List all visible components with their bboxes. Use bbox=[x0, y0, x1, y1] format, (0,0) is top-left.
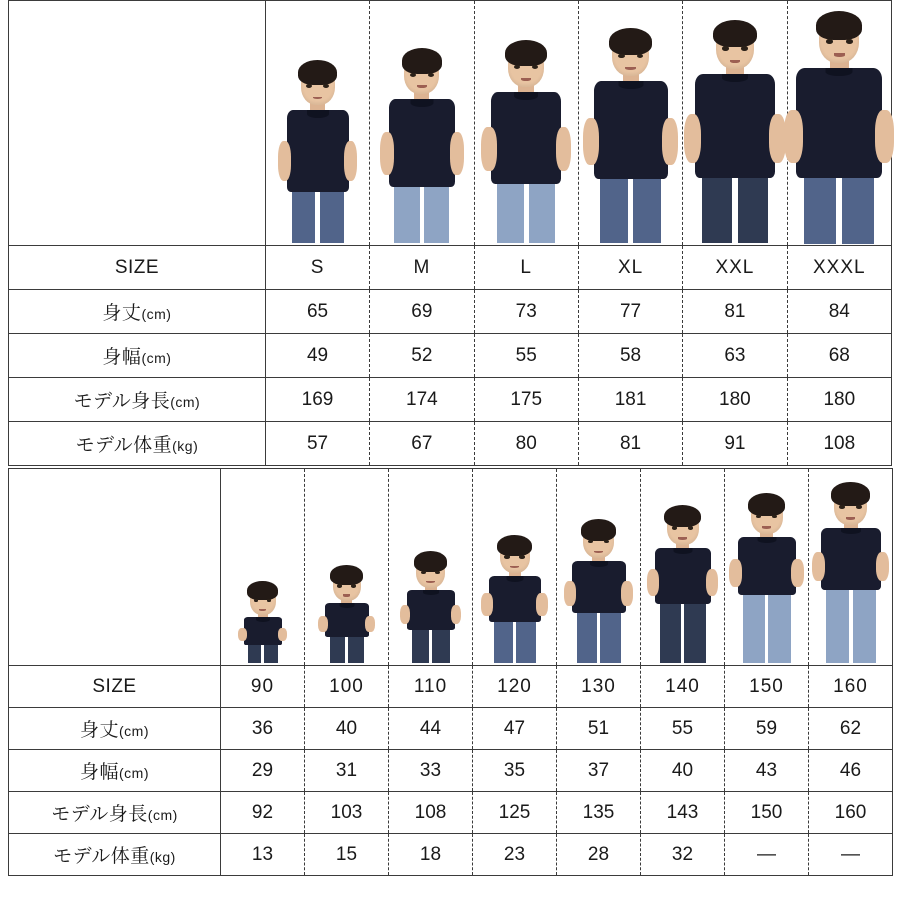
kids-body-width-150: 43 bbox=[725, 750, 809, 792]
arm-left bbox=[729, 559, 742, 587]
person-figure bbox=[486, 45, 566, 245]
model-illustration-l bbox=[475, 1, 578, 245]
adult-figure-xxxl bbox=[787, 1, 891, 246]
mouth bbox=[762, 526, 771, 529]
collar bbox=[618, 81, 643, 89]
tshirt bbox=[389, 99, 455, 187]
eyes bbox=[337, 584, 356, 587]
adult-model-height-xl: 181 bbox=[578, 378, 682, 422]
head bbox=[301, 65, 335, 105]
mouth bbox=[313, 97, 323, 100]
adult-model-height-xxl: 180 bbox=[683, 378, 787, 422]
kids-model-height-120: 125 bbox=[473, 792, 557, 834]
arm-left bbox=[564, 581, 576, 606]
mouth bbox=[846, 517, 855, 520]
tshirt bbox=[491, 92, 561, 184]
mouth bbox=[417, 85, 427, 88]
kids-body-width-120: 35 bbox=[473, 750, 557, 792]
model-illustration-160 bbox=[809, 469, 892, 665]
kids-model-height-90: 92 bbox=[221, 792, 305, 834]
kids-body-width-110: 33 bbox=[389, 750, 473, 792]
kids-body-width-label bbox=[9, 750, 221, 792]
adult-figure-xl bbox=[578, 1, 682, 246]
adult-model-height-label bbox=[9, 378, 266, 422]
adult-model-weight-xxl: 91 bbox=[683, 422, 787, 466]
mouth bbox=[594, 551, 603, 553]
tshirt bbox=[695, 74, 775, 178]
head bbox=[819, 17, 859, 63]
hair bbox=[402, 48, 443, 73]
legs bbox=[600, 179, 661, 243]
adult-body-length-text: 身丈 bbox=[102, 303, 142, 324]
legs bbox=[412, 630, 450, 663]
model-illustration-xxxl bbox=[788, 1, 891, 245]
legs bbox=[497, 184, 555, 243]
adult-model-weight-row bbox=[9, 422, 892, 466]
legs bbox=[248, 645, 278, 663]
collar bbox=[256, 617, 270, 622]
tshirt bbox=[738, 537, 796, 595]
hair bbox=[330, 565, 362, 585]
adult-body-width-xl: 58 bbox=[578, 334, 682, 378]
mouth bbox=[625, 67, 635, 70]
adult-body-length-xxl: 81 bbox=[683, 290, 787, 334]
adult-body-length-xl: 77 bbox=[578, 290, 682, 334]
hair bbox=[414, 551, 448, 571]
kids-body-length-unit: (cm) bbox=[119, 723, 149, 739]
collar bbox=[423, 590, 439, 595]
kids-model-weight-160: — bbox=[809, 834, 893, 876]
head bbox=[250, 585, 276, 615]
arm-left bbox=[812, 552, 825, 582]
legs bbox=[292, 192, 344, 243]
adult-figure-row bbox=[9, 1, 892, 246]
mouth bbox=[730, 60, 741, 63]
person-figure bbox=[404, 555, 458, 665]
arm-left bbox=[238, 628, 246, 641]
hair bbox=[497, 535, 532, 556]
adult-model-weight-unit: (kg) bbox=[172, 438, 199, 454]
arm-left bbox=[481, 593, 492, 615]
adult-model-height-text: モデル身長 bbox=[73, 391, 171, 412]
arm-right bbox=[556, 127, 571, 171]
adult-model-height-xxxl: 180 bbox=[787, 378, 891, 422]
head bbox=[416, 555, 445, 588]
mouth bbox=[426, 581, 434, 583]
adult-body-width-xxxl: 68 bbox=[787, 334, 891, 378]
adult-model-height-m: 174 bbox=[370, 378, 474, 422]
arm-left bbox=[647, 569, 659, 596]
adult-size-m: M bbox=[370, 246, 474, 290]
person-figure bbox=[735, 497, 799, 665]
head bbox=[508, 45, 544, 87]
adult-body-length-label bbox=[9, 290, 266, 334]
kids-model-height-row bbox=[9, 792, 893, 834]
hair bbox=[247, 581, 277, 600]
kids-figure-140 bbox=[641, 469, 725, 666]
kids-body-width-row bbox=[9, 750, 893, 792]
adult-size-s: S bbox=[265, 246, 369, 290]
tshirt bbox=[594, 81, 668, 179]
adult-figure-blank bbox=[9, 1, 266, 246]
adult-body-length-xxxl: 84 bbox=[787, 290, 891, 334]
tshirt bbox=[489, 576, 541, 622]
kids-body-length-text: 身丈 bbox=[79, 720, 119, 741]
kids-size-row bbox=[9, 666, 893, 708]
tshirt bbox=[796, 68, 882, 178]
kids-figure-150 bbox=[725, 469, 809, 666]
collar bbox=[590, 561, 608, 567]
mouth bbox=[521, 78, 531, 81]
arm-left bbox=[684, 114, 702, 164]
eyes bbox=[254, 599, 272, 602]
person-figure bbox=[322, 569, 372, 665]
person-figure bbox=[282, 65, 354, 245]
person-figure bbox=[791, 17, 887, 245]
kids-model-weight-row bbox=[9, 834, 893, 876]
mouth bbox=[343, 594, 351, 596]
kids-size-130: 130 bbox=[557, 666, 641, 708]
kids-body-length-90: 36 bbox=[221, 708, 305, 750]
model-illustration-90 bbox=[221, 469, 304, 665]
legs bbox=[494, 622, 536, 663]
tshirt bbox=[821, 528, 881, 590]
person-figure bbox=[569, 523, 629, 665]
kids-model-height-110: 108 bbox=[389, 792, 473, 834]
head bbox=[333, 569, 361, 601]
hair bbox=[816, 11, 862, 40]
hair bbox=[713, 20, 757, 47]
adult-body-length-l: 73 bbox=[474, 290, 578, 334]
arm-right bbox=[875, 110, 894, 163]
model-illustration-m bbox=[370, 1, 473, 245]
adult-body-length-unit: (cm) bbox=[141, 306, 172, 322]
kids-model-weight-120: 23 bbox=[473, 834, 557, 876]
hair bbox=[609, 28, 652, 55]
arm-left bbox=[784, 110, 803, 163]
arm-right bbox=[365, 616, 375, 632]
kids-figure-blank bbox=[9, 469, 221, 666]
kids-body-length-110: 44 bbox=[389, 708, 473, 750]
adult-model-weight-m: 67 bbox=[370, 422, 474, 466]
adult-model-height-row bbox=[9, 378, 892, 422]
kids-model-height-140: 143 bbox=[641, 792, 725, 834]
legs bbox=[660, 604, 706, 663]
kids-body-length-label bbox=[9, 708, 221, 750]
adult-body-width-row bbox=[9, 334, 892, 378]
eyes bbox=[672, 526, 694, 530]
kids-size-120: 120 bbox=[473, 666, 557, 708]
model-illustration-140 bbox=[641, 469, 724, 665]
tshirt bbox=[407, 590, 455, 630]
kids-body-width-unit: (cm) bbox=[119, 765, 149, 781]
mouth bbox=[834, 53, 845, 56]
collar bbox=[673, 548, 692, 554]
person-figure bbox=[384, 53, 460, 245]
kids-figure-row bbox=[9, 469, 893, 666]
mouth bbox=[678, 537, 687, 540]
kids-size-label: SIZE bbox=[9, 666, 221, 708]
kids-figure-90 bbox=[221, 469, 305, 666]
eyes bbox=[410, 73, 434, 77]
head bbox=[500, 539, 530, 573]
person-figure bbox=[241, 585, 285, 665]
adult-body-width-l: 55 bbox=[474, 334, 578, 378]
arm-right bbox=[876, 552, 889, 582]
adult-body-width-text: 身幅 bbox=[102, 347, 142, 368]
arm-left bbox=[278, 141, 292, 180]
adult-size-xxl: XXL bbox=[683, 246, 787, 290]
tshirt bbox=[244, 617, 282, 645]
model-illustration-150 bbox=[725, 469, 808, 665]
adult-body-length-m: 69 bbox=[370, 290, 474, 334]
adult-model-height-l: 175 bbox=[474, 378, 578, 422]
kids-size-150: 150 bbox=[725, 666, 809, 708]
head bbox=[716, 25, 754, 69]
arm-left bbox=[481, 127, 496, 171]
legs bbox=[702, 178, 768, 243]
collar bbox=[307, 110, 329, 118]
arm-right bbox=[536, 593, 547, 615]
tshirt bbox=[287, 110, 349, 192]
model-illustration-110 bbox=[389, 469, 472, 665]
kids-model-weight-text: モデル体重 bbox=[53, 846, 150, 867]
head bbox=[404, 53, 439, 94]
legs bbox=[743, 595, 791, 663]
mouth bbox=[510, 566, 518, 568]
head bbox=[612, 33, 649, 76]
kids-figure-100 bbox=[305, 469, 389, 666]
eyes bbox=[826, 39, 853, 44]
head bbox=[667, 509, 699, 545]
eyes bbox=[504, 555, 524, 558]
collar bbox=[339, 603, 354, 608]
arm-left bbox=[318, 616, 328, 632]
person-figure bbox=[818, 487, 884, 665]
kids-size-140: 140 bbox=[641, 666, 725, 708]
kids-body-length-140: 55 bbox=[641, 708, 725, 750]
kids-model-weight-140: 32 bbox=[641, 834, 725, 876]
tshirt bbox=[655, 548, 711, 604]
hair bbox=[298, 60, 337, 85]
kids-body-width-text: 身幅 bbox=[79, 762, 119, 783]
legs bbox=[330, 637, 364, 663]
kids-model-height-130: 135 bbox=[557, 792, 641, 834]
kids-body-length-120: 47 bbox=[473, 708, 557, 750]
collar bbox=[514, 92, 538, 100]
kids-model-height-150: 150 bbox=[725, 792, 809, 834]
kids-model-height-100: 103 bbox=[305, 792, 389, 834]
kids-figure-110 bbox=[389, 469, 473, 666]
legs bbox=[804, 178, 874, 244]
person-figure bbox=[690, 25, 780, 245]
adult-model-height-s: 169 bbox=[265, 378, 369, 422]
kids-model-weight-90: 13 bbox=[221, 834, 305, 876]
eyes bbox=[588, 540, 609, 544]
legs bbox=[826, 590, 876, 663]
adult-body-width-label bbox=[9, 334, 266, 378]
adult-size-row bbox=[9, 246, 892, 290]
adult-model-weight-xxxl: 108 bbox=[787, 422, 891, 466]
kids-figure-160 bbox=[809, 469, 893, 666]
model-illustration-s bbox=[266, 1, 369, 245]
kids-figure-120 bbox=[473, 469, 557, 666]
person-figure bbox=[589, 33, 673, 245]
hair bbox=[748, 493, 785, 516]
kids-body-length-160: 62 bbox=[809, 708, 893, 750]
kids-body-length-row bbox=[9, 708, 893, 750]
mouth bbox=[259, 609, 266, 611]
model-illustration-xl bbox=[579, 1, 682, 245]
kids-body-width-160: 46 bbox=[809, 750, 893, 792]
kids-model-weight-150: — bbox=[725, 834, 809, 876]
kids-model-weight-100: 15 bbox=[305, 834, 389, 876]
adult-figure-s bbox=[265, 1, 369, 246]
arm-left bbox=[400, 605, 411, 624]
eyes bbox=[756, 515, 778, 519]
adult-body-length-row bbox=[9, 290, 892, 334]
kids-size-110: 110 bbox=[389, 666, 473, 708]
kids-body-width-130: 37 bbox=[557, 750, 641, 792]
legs bbox=[577, 613, 621, 663]
adult-model-weight-l: 80 bbox=[474, 422, 578, 466]
collar bbox=[410, 99, 433, 107]
adult-size-l: L bbox=[474, 246, 578, 290]
collar bbox=[826, 68, 853, 76]
kids-size-90: 90 bbox=[221, 666, 305, 708]
adult-size-xxxl: XXXL bbox=[787, 246, 891, 290]
kids-size-table bbox=[8, 468, 893, 876]
hair bbox=[831, 482, 869, 506]
person-figure bbox=[486, 539, 544, 665]
eyes bbox=[514, 65, 538, 69]
eyes bbox=[421, 571, 441, 574]
arm-right bbox=[278, 628, 286, 641]
adult-size-table bbox=[8, 0, 892, 466]
eyes bbox=[839, 505, 861, 509]
legs bbox=[394, 187, 449, 243]
hair bbox=[581, 519, 617, 541]
kids-size-100: 100 bbox=[305, 666, 389, 708]
collar bbox=[722, 74, 748, 82]
kids-body-width-100: 31 bbox=[305, 750, 389, 792]
adult-body-width-m: 52 bbox=[370, 334, 474, 378]
model-illustration-xxl bbox=[683, 1, 786, 245]
kids-body-width-140: 40 bbox=[641, 750, 725, 792]
arm-right bbox=[344, 141, 358, 180]
tshirt bbox=[325, 603, 369, 637]
collar bbox=[841, 528, 861, 534]
head bbox=[834, 487, 867, 525]
model-illustration-100 bbox=[305, 469, 388, 665]
adult-model-weight-xl: 81 bbox=[578, 422, 682, 466]
adult-body-length-s: 65 bbox=[265, 290, 369, 334]
kids-model-weight-label bbox=[9, 834, 221, 876]
adult-body-width-unit: (cm) bbox=[141, 350, 172, 366]
adult-size-label: SIZE bbox=[9, 246, 266, 290]
arm-right bbox=[451, 605, 462, 624]
eyes bbox=[618, 54, 643, 58]
eyes bbox=[722, 46, 748, 50]
arm-right bbox=[450, 132, 465, 174]
model-illustration-120 bbox=[473, 469, 556, 665]
kids-model-weight-unit: (kg) bbox=[149, 849, 176, 865]
kids-model-height-160: 160 bbox=[809, 792, 893, 834]
kids-size-160: 160 bbox=[809, 666, 893, 708]
head bbox=[583, 523, 614, 558]
arm-right bbox=[662, 118, 678, 165]
kids-model-height-label bbox=[9, 792, 221, 834]
arm-right bbox=[706, 569, 718, 596]
adult-figure-l bbox=[474, 1, 578, 246]
arm-right bbox=[791, 559, 804, 587]
person-figure bbox=[652, 509, 714, 665]
kids-model-weight-110: 18 bbox=[389, 834, 473, 876]
kids-model-height-unit: (cm) bbox=[147, 807, 178, 823]
arm-right bbox=[621, 581, 633, 606]
adult-model-weight-text: モデル体重 bbox=[75, 435, 173, 456]
adult-model-height-unit: (cm) bbox=[170, 394, 201, 410]
kids-body-length-150: 59 bbox=[725, 708, 809, 750]
kids-model-weight-130: 28 bbox=[557, 834, 641, 876]
kids-body-width-90: 29 bbox=[221, 750, 305, 792]
adult-body-width-xxl: 63 bbox=[683, 334, 787, 378]
kids-figure-130 bbox=[557, 469, 641, 666]
adult-figure-m bbox=[370, 1, 474, 246]
eyes bbox=[306, 84, 329, 88]
head bbox=[751, 497, 783, 534]
collar bbox=[506, 576, 523, 582]
hair bbox=[505, 40, 547, 66]
adult-size-xl: XL bbox=[578, 246, 682, 290]
hair bbox=[664, 505, 701, 527]
kids-body-length-100: 40 bbox=[305, 708, 389, 750]
adult-body-width-s: 49 bbox=[265, 334, 369, 378]
arm-left bbox=[583, 118, 599, 165]
adult-model-weight-s: 57 bbox=[265, 422, 369, 466]
arm-left bbox=[380, 132, 395, 174]
model-illustration-130 bbox=[557, 469, 640, 665]
tshirt bbox=[572, 561, 626, 613]
kids-body-length-130: 51 bbox=[557, 708, 641, 750]
kids-model-height-text: モデル身長 bbox=[51, 804, 148, 825]
adult-figure-xxl bbox=[683, 1, 787, 246]
collar bbox=[757, 537, 776, 543]
adult-model-weight-label bbox=[9, 422, 266, 466]
